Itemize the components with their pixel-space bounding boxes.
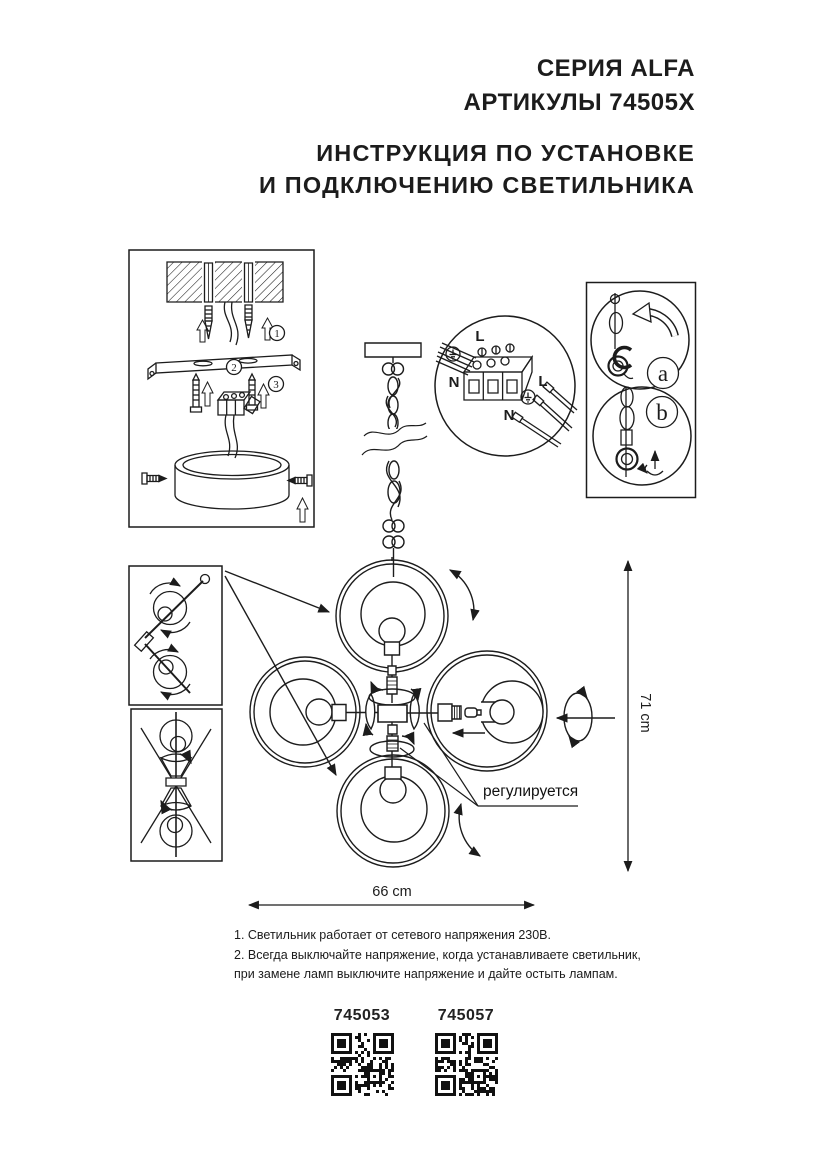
mounting-bracket [148, 355, 300, 379]
step-3-badge: 3 [273, 379, 279, 391]
chandelier-drawing [225, 550, 620, 885]
detail-b-label: b [656, 400, 668, 425]
header [259, 52, 695, 201]
ceiling-hatch [167, 262, 283, 302]
qr-code-right [435, 1033, 498, 1096]
rotate-arc-bottom [459, 804, 480, 856]
side-screw-left [142, 473, 166, 484]
width-value: 66 cm [372, 884, 412, 900]
height-dimension [612, 552, 660, 880]
spin-indicator [557, 693, 615, 741]
qr-block-left [317, 1006, 407, 1096]
qr-code-left [331, 1033, 394, 1096]
rotate-arc-top [450, 570, 474, 620]
mains-wires [224, 302, 231, 342]
note-line-1: 1. Светильник работает от сетевого напряжения 230В. [234, 928, 551, 942]
qr-block-right [421, 1006, 511, 1096]
safety-notes [234, 926, 641, 985]
articles-title: АРТИКУЛЫ 74505X [463, 89, 695, 116]
arm-adjust-panel [128, 564, 225, 864]
height-value: 71 cm [637, 693, 653, 733]
article-number-left: 745053 [333, 1007, 391, 1024]
chain-link-panel [585, 281, 697, 499]
label-neutral-top: N [448, 374, 460, 391]
note-line-2: 2. Всегда выключайте напряжение, когда устанавливаете светильник, [234, 947, 641, 962]
globe-top [336, 557, 448, 703]
adjustable-label: регулируется [483, 783, 579, 800]
article-number-right: 745057 [437, 1007, 495, 1024]
earth-symbol [446, 347, 460, 361]
lift-arrow [645, 451, 663, 475]
terminal-block [464, 344, 532, 400]
note-line-3: при замене ламп выключите напряжение и дайте остыть лампам. [234, 967, 618, 981]
rotate-open-arrow [633, 303, 675, 336]
ceiling-plate [365, 343, 421, 357]
mains-wires [232, 302, 238, 345]
wiring-detail [430, 310, 582, 462]
instruction-title-line2: И ПОДКЛЮЧЕНИЮ СВЕТИЛЬНИКА [258, 172, 695, 198]
globe-bottom [337, 722, 449, 867]
bracket-screw-left [191, 374, 202, 412]
side-screw-right [288, 475, 312, 486]
chain-closed-detail [593, 387, 691, 485]
label-neutral-right: N [503, 407, 515, 424]
instruction-title-line1: ИНСТРУКЦИЯ ПО УСТАНОВКЕ [316, 140, 695, 166]
chain-open-detail [591, 291, 689, 389]
series-title: СЕРИЯ ALFA [536, 55, 695, 82]
up-arrow [202, 382, 213, 406]
canopy-cup [175, 451, 289, 509]
width-dimension [240, 882, 550, 914]
step-1-badge: 1 [274, 328, 280, 340]
up-arrow [258, 384, 269, 408]
label-line-top: L [475, 328, 485, 345]
globe-left [250, 657, 378, 767]
ceiling-mount-diagram [128, 248, 316, 529]
detail-leader [225, 576, 336, 775]
arm-rotation-diagram [135, 575, 210, 695]
wall-plug-right [245, 305, 252, 338]
wall-plug-left [205, 306, 212, 339]
detail-leader [225, 571, 329, 612]
label-line-right: L [538, 373, 548, 390]
up-arrow [297, 498, 308, 522]
canopy-wires [225, 415, 230, 456]
detail-a-label: a [657, 361, 669, 386]
step-2-badge: 2 [231, 362, 237, 374]
swivel-range-diagram [141, 712, 211, 857]
